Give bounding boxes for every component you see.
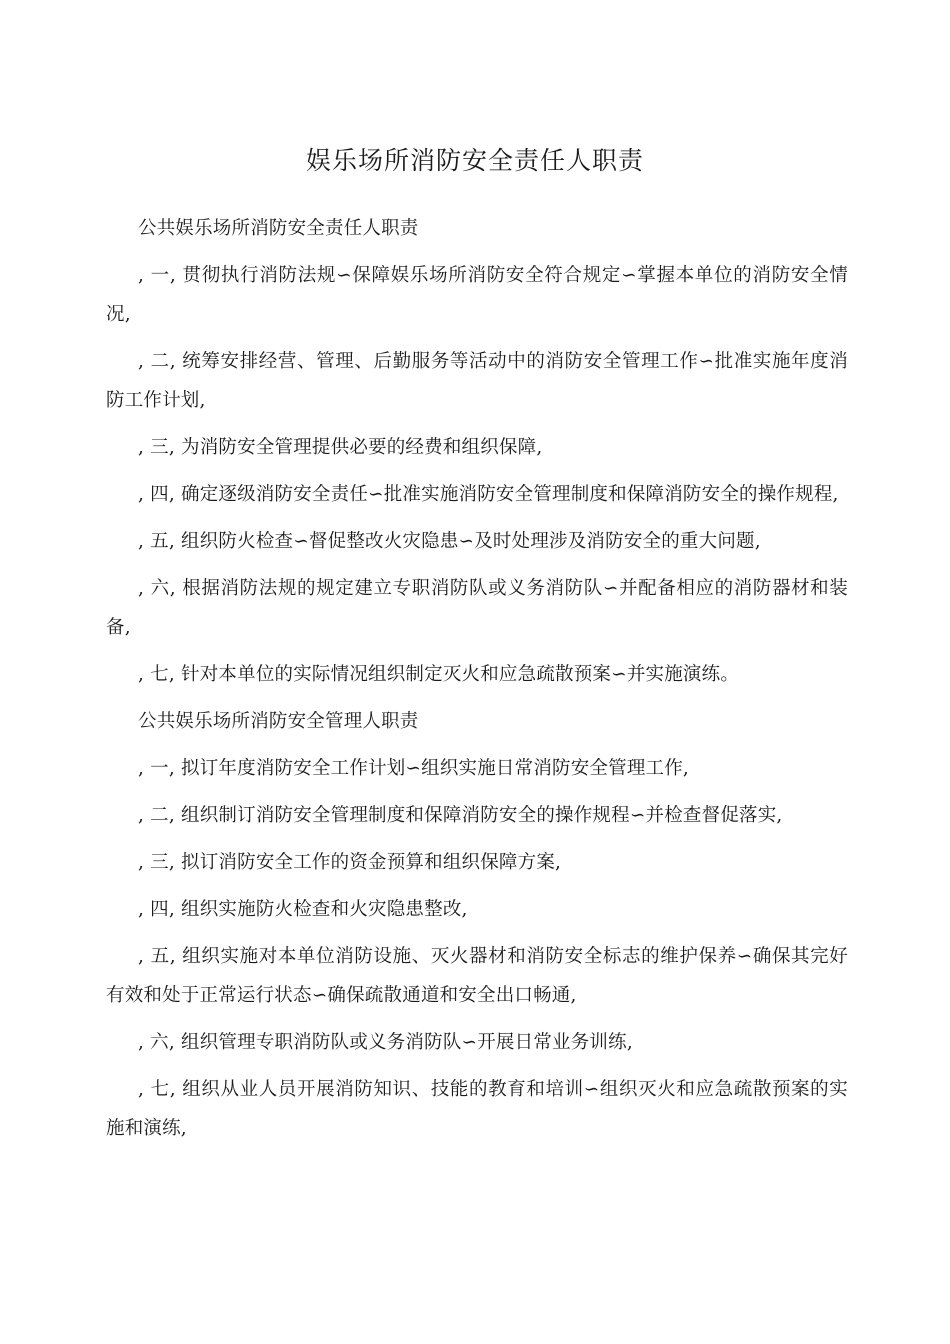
duty-item: , 二, 组织制订消防安全管理制度和保障消防安全的操作规程∽并检查督促落实, (138, 805, 783, 826)
duty-item: , 五, 组织防火检查∽督促整改火灾隐患∽及时处理涉及消防安全的重大问题, (138, 531, 761, 552)
duty-item: , 六, 根据消防法规的规定建立专职消防队或义务消防队∽并配备相应的消防器材和装备, (106, 578, 848, 638)
duty-item: , 四, 组织实施防火检查和火灾隐患整改, (138, 899, 468, 920)
section-heading: 公共娱乐场所消防安全责任人职责 (138, 218, 419, 239)
document-body (106, 209, 848, 1156)
duty-item: , 六, 组织管理专职消防队或义务消防队∽开展日常业务训练, (138, 1032, 633, 1053)
duty-item: , 三, 拟订消防安全工作的资金预算和组织保障方案, (138, 852, 562, 873)
document-title: 娱乐场所消防安全责任人职责 (305, 146, 644, 175)
duty-item: , 二, 统筹安排经营、管理、后勤服务等活动中的消防安全管理工作∽批准实施年度消防工作计划, (106, 351, 848, 411)
duty-item: , 七, 针对本单位的实际情况组织制定灭火和应急疏散预案∽并实施演练。 (138, 664, 740, 685)
duty-item: , 一, 拟订年度消防安全工作计划∽组织实施日常消防安全管理工作, (138, 758, 690, 779)
section-heading: 公共娱乐场所消防安全管理人职责 (138, 711, 419, 732)
duty-item: , 一, 贯彻执行消防法规∽保障娱乐场所消防安全符合规定∽掌握本单位的消防安全情况, (106, 265, 848, 325)
duty-item: , 七, 组织从业人员开展消防知识、技能的教育和培训∽组织灭火和应急疏散预案的实施和演练, (106, 1079, 848, 1139)
duty-item: , 五, 组织实施对本单位消防设施、灭火器材和消防安全标志的维护保养∽确保其完好有效和处于正常运行状态∽确保疏散通道和安全出口畅通, (106, 946, 848, 1006)
duty-item: , 四, 确定逐级消防安全责任∽批准实施消防安全管理制度和保障消防安全的操作规程, (138, 484, 839, 505)
duty-item: , 三, 为消防安全管理提供必要的经费和组织保障, (138, 437, 543, 458)
